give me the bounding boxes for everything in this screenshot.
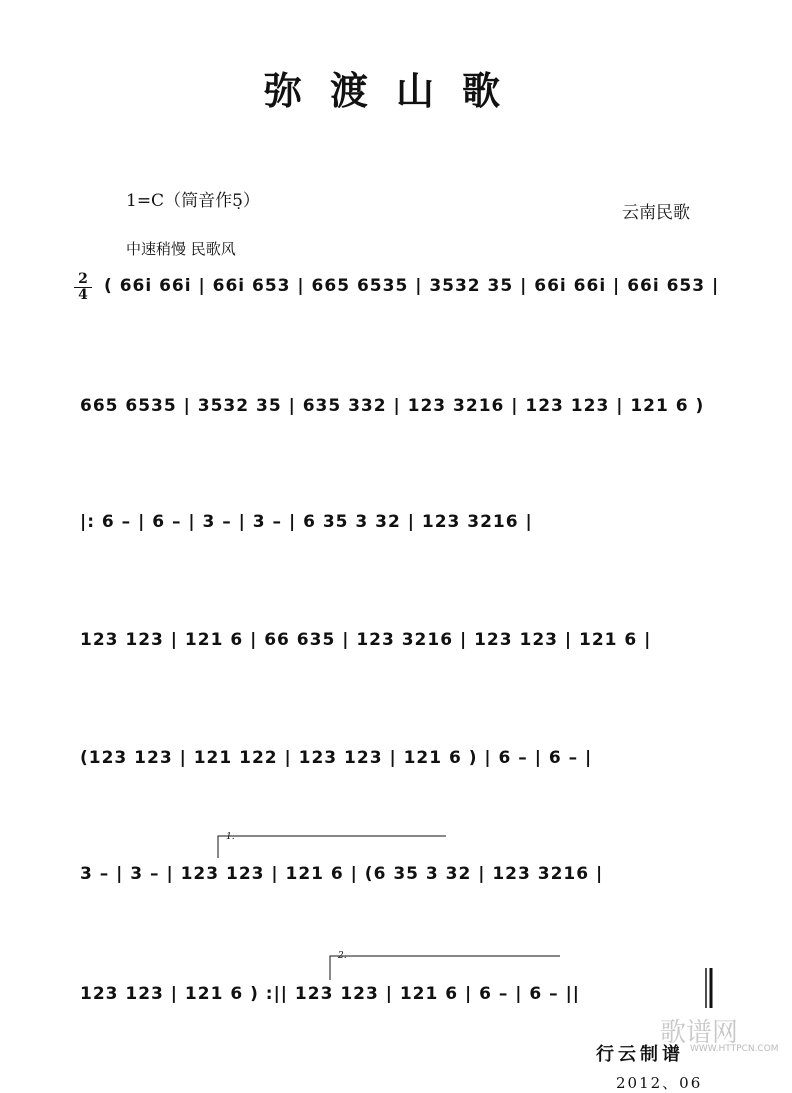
time-signature-bottom: 4 bbox=[78, 287, 88, 303]
key-signature: 1=C（筒音作5̣） bbox=[126, 191, 260, 211]
notation-text: (123 123 | 121 122 | 123 123 | 121 6 ) | 6 – | 6 – | bbox=[80, 748, 593, 768]
notation-text: 3 – | 3 – | 123 123 | 121 6 | (6 35 3 32 | 123 3216 | bbox=[80, 864, 604, 884]
watermark-url: WWW.HTTPCN.COM bbox=[690, 1044, 779, 1054]
notation-text: ( 66i 66i | 66i 653 | 665 6535 | 3532 35 | 66i 66i | 66i 653 | bbox=[104, 276, 720, 296]
transcription-date: 2012、06 bbox=[616, 1074, 703, 1092]
watermark-logo: 歌谱网 bbox=[660, 1018, 739, 1048]
volta-1-label: 1. bbox=[226, 832, 235, 842]
notation-text: 123 123 | 121 6 ) :|| 123 123 | 121 6 | 6 – | 6 – || bbox=[80, 984, 581, 1004]
transcriber-credit: 行云制谱 bbox=[596, 1044, 684, 1065]
song-origin: 云南民歌 bbox=[622, 203, 690, 223]
notation-text: 123 123 | 121 6 | 66 635 | 123 3216 | 123 123 | 121 6 | bbox=[80, 630, 652, 650]
page-title: 弥渡山歌 bbox=[263, 68, 528, 113]
notation-text: 665 6535 | 3532 35 | 635 332 | 123 3216 | 123 123 | 121 6 ) bbox=[80, 396, 705, 416]
volta-2-label: 2. bbox=[338, 951, 347, 961]
notation-text: |: 6 – | 6 – | 3 – | 3 – | 6 35 3 32 | 123 3216 | bbox=[80, 512, 533, 532]
time-signature-top: 2 bbox=[74, 272, 92, 288]
tempo-marking: 中速稍慢 民歌风 bbox=[126, 240, 236, 258]
